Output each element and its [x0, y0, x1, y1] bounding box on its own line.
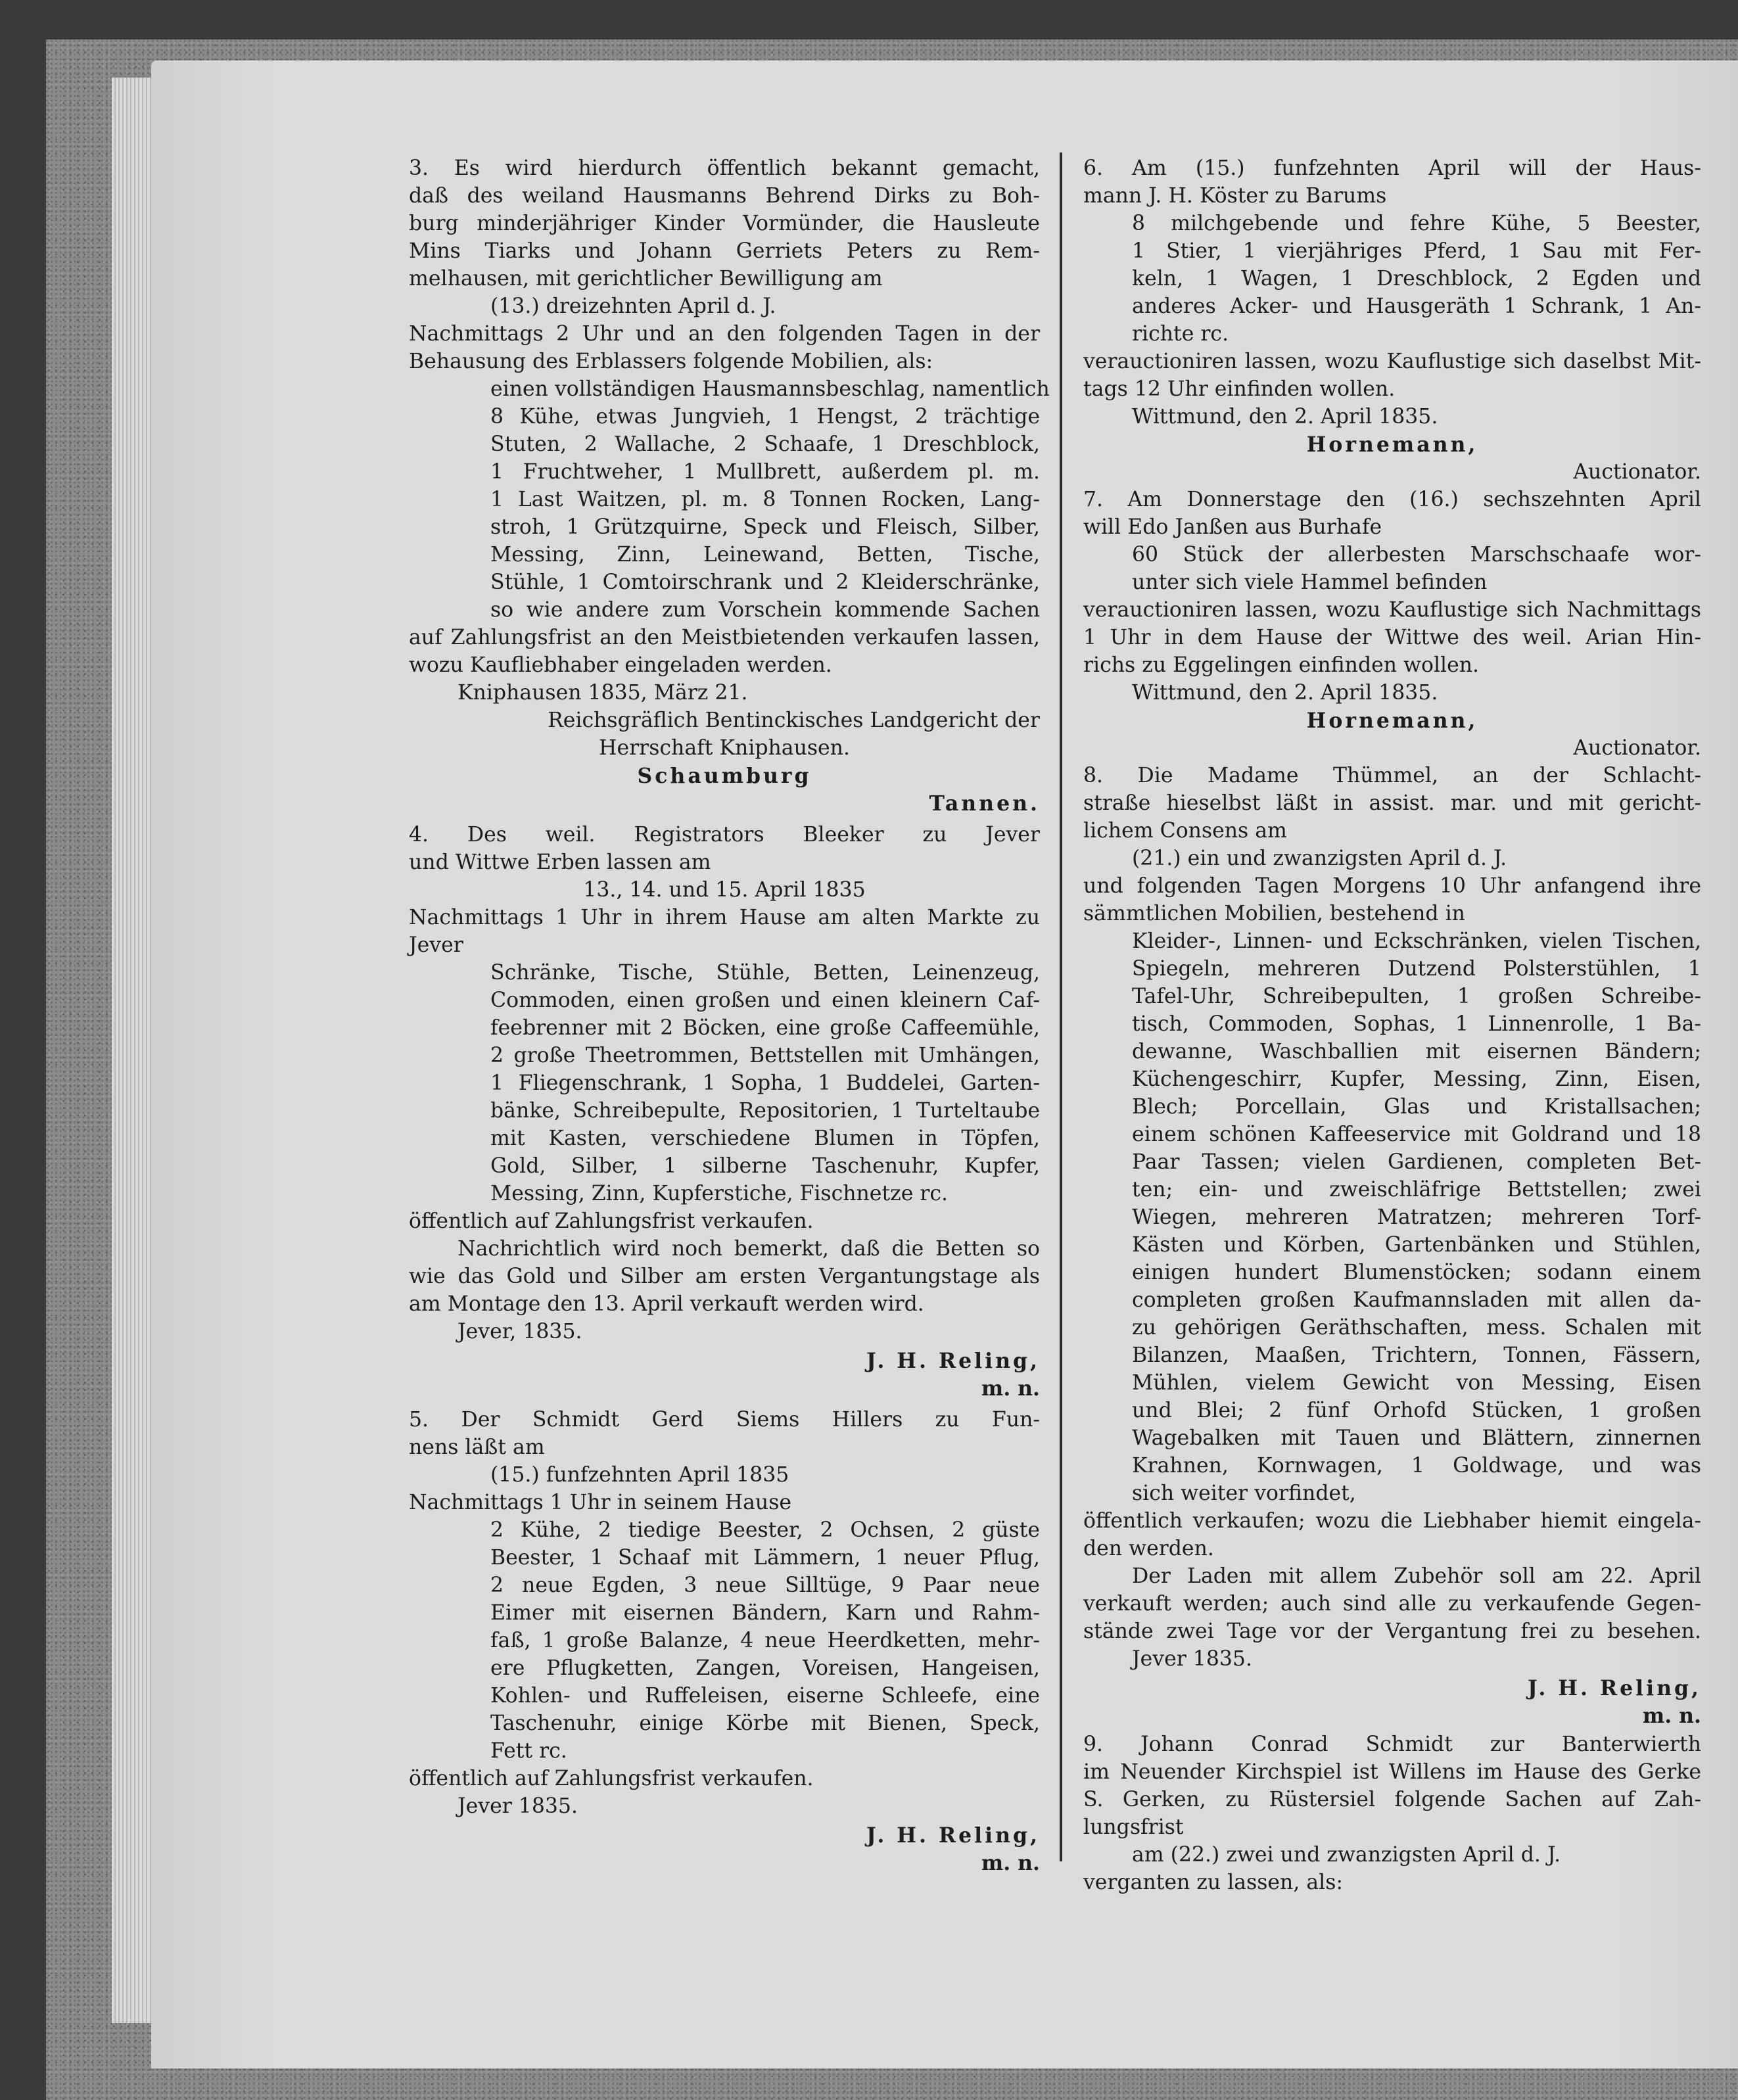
text-line: Schaumburg — [637, 764, 812, 788]
text-line: einem schönen Kaffeeservice mit Goldrand und 18 — [1132, 1123, 1701, 1146]
text-line: Auctionator. — [1573, 460, 1701, 484]
text-line: zu gehörigen Geräthschaften, mess. Schalen mit — [1132, 1316, 1701, 1340]
text-line: Jever, 1835. — [458, 1320, 582, 1343]
text-line: Reichsgräflich Bentinckisches Landgericht der — [548, 709, 1040, 732]
text-line: öffentlich auf Zahlungsfrist verkaufen. — [409, 1209, 814, 1233]
text-line: öffentlich verkaufen; wozu die Liebhaber hiemit eingela- — [1083, 1509, 1701, 1533]
text-line: Stühle, 1 Comtoirschrank und 2 Kleiderschränke, — [490, 571, 1040, 594]
text-line: 2 große Theetrommen, Bettstellen mit Umhängen, — [490, 1044, 1040, 1067]
text-line: ten; ein- und zweischläfrige Bettstellen; zwei — [1132, 1178, 1701, 1202]
text-line: Hornemann, — [1306, 709, 1478, 733]
text-line: und folgenden Tagen Morgens 10 Uhr anfangend ihre — [1083, 874, 1701, 898]
text-line: Kohlen- und Ruffeleisen, eiserne Schleefe, eine — [490, 1684, 1040, 1708]
text-line: (21.) ein und zwanzigsten April d. J. — [1132, 847, 1507, 870]
text-line: melhausen, mit gerichtlicher Bewilligung am — [409, 267, 883, 291]
text-line: 9. Johann Conrad Schmidt zur Banterwierth — [1083, 1733, 1701, 1756]
text-line: mann J. H. Köster zu Barums — [1083, 184, 1387, 208]
text-line: Tannen. — [929, 791, 1040, 816]
text-line: straße hieselbst läßt in assist. mar. und mit gericht- — [1083, 791, 1701, 815]
text-line: verkauft werden; auch sind alle zu verkaufende Gegen- — [1083, 1592, 1701, 1616]
text-line: und Blei; 2 fünf Orhofd Stücken, 1 großen — [1132, 1399, 1701, 1422]
text-line: Taschenuhr, einige Körbe mit Bienen, Speck, — [490, 1712, 1040, 1735]
text-line: 1 Fruchtweher, 1 Mullbrett, außerdem pl. m. — [490, 460, 1040, 484]
text-line: Schränke, Tische, Stühle, Betten, Leinenzeug, — [490, 961, 1040, 985]
text-line: und Wittwe Erben lassen am — [409, 851, 711, 874]
text-line: m. n. — [981, 1376, 1040, 1401]
text-line: Messing, Zinn, Leinewand, Betten, Tische, — [490, 543, 1040, 567]
text-line: completen großen Kaufmannsladen mit allen da- — [1132, 1288, 1701, 1312]
text-line: Krahnen, Kornwagen, 1 Goldwage, und was — [1132, 1454, 1701, 1478]
text-line: 3. Es wird hierdurch öffentlich bekannt gemacht, — [409, 156, 1040, 180]
text-line: will Edo Janßen aus Burhafe — [1083, 515, 1382, 539]
text-line: verganten zu lassen, als: — [1083, 1871, 1343, 1894]
text-line: 1 Stier, 1 vierjähriges Pferd, 1 Sau mit Fer- — [1132, 239, 1701, 263]
text-line: am (22.) zwei und zwanzigsten April d. J. — [1132, 1843, 1561, 1867]
text-line: 8. Die Madame Thümmel, an der Schlacht- — [1083, 764, 1701, 787]
text-line: Bilanzen, Maaßen, Trichtern, Tonnen, Fässern, — [1132, 1343, 1701, 1367]
text-line: Wagebalken mit Tauen und Blättern, zinnernen — [1132, 1426, 1701, 1450]
text-line: J. H. Reling, — [866, 1349, 1040, 1373]
text-line: 2 neue Egden, 3 neue Silltüge, 9 Paar neue — [490, 1574, 1040, 1597]
text-line: öffentlich auf Zahlungsfrist verkaufen. — [409, 1767, 814, 1790]
text-line: dewanne, Waschballien mit eisernen Bändern; — [1132, 1040, 1701, 1063]
text-line: Tafel-Uhr, Schreibepulten, 1 großen Schreibe- — [1132, 985, 1701, 1008]
text-line: Paar Tassen; vielen Gardienen, completen Bet- — [1132, 1150, 1701, 1174]
text-line: 1 Fliegenschrank, 1 Sopha, 1 Buddelei, Garten- — [490, 1071, 1040, 1095]
text-line: S. Gerken, zu Rüstersiel folgende Sachen auf Zah- — [1083, 1788, 1701, 1811]
text-line: 1 Last Waitzen, pl. m. 8 Tonnen Rocken, Lang- — [490, 488, 1040, 511]
text-line: Nachmittags 1 Uhr in ihrem Hause am alten Markte zu — [409, 906, 1040, 929]
text-line: faß, 1 große Balanze, 4 neue Heerdketten, mehr- — [490, 1629, 1040, 1652]
text-line: Beester, 1 Schaaf mit Lämmern, 1 neuer Pflug, — [490, 1546, 1040, 1570]
text-line: so wie andere zum Vorschein kommende Sachen — [490, 598, 1040, 622]
text-line: m. n. — [1642, 1704, 1701, 1728]
text-line: 1 Uhr in dem Hause der Wittwe des weil. Arian Hin- — [1083, 626, 1701, 649]
text-line: Auctionator. — [1573, 736, 1701, 760]
text-line: daß des weiland Hausmanns Behrend Dirks zu Boh- — [409, 184, 1040, 208]
text-line: auf Zahlungsfrist an den Meistbietenden verkaufen lassen, — [409, 626, 1040, 649]
text-line: Messing, Zinn, Kupferstiche, Fischnetze rc. — [490, 1182, 949, 1205]
text-line: Kleider-, Linnen- und Eckschränken, vielen Tischen, — [1132, 929, 1701, 953]
text-line: 8 milchgebende und fehre Kühe, 5 Beester, — [1132, 212, 1701, 235]
text-line: m. n. — [981, 1851, 1040, 1875]
text-line: tisch, Commoden, Sophas, 1 Linnenrolle, 1 Ba- — [1132, 1012, 1701, 1036]
text-line: Wittmund, den 2. April 1835. — [1132, 405, 1438, 429]
text-line: den werden. — [1083, 1537, 1214, 1560]
text-line: Blech; Porcellain, Glas und Kristallsachen; — [1132, 1095, 1701, 1119]
text-line: (13.) dreizehnten April d. J. — [490, 294, 776, 318]
text-line: 8 Kühe, etwas Jungvieh, 1 Hengst, 2 trächtige — [490, 405, 1040, 429]
text-line: Jever 1835. — [458, 1794, 578, 1818]
text-line: einen vollständigen Hausmannsbeschlag, namentlich — [490, 377, 1050, 401]
text-line: richte rc. — [1132, 322, 1229, 346]
text-line: lichem Consens am — [1083, 819, 1287, 843]
text-line: Spiegeln, mehreren Dutzend Polsterstühlen, 1 — [1132, 957, 1701, 981]
text-line: wozu Kaufliebhaber eingeladen werden. — [409, 653, 832, 677]
text-line: Jever 1835. — [1132, 1647, 1252, 1671]
text-line: am Montage den 13. April verkauft werden wird. — [409, 1292, 924, 1316]
text-line: 2 Kühe, 2 tiedige Beester, 2 Ochsen, 2 güste — [490, 1518, 1040, 1542]
text-line: Behausung des Erblassers folgende Mobilien, als: — [409, 350, 933, 373]
text-line: Gold, Silber, 1 silberne Taschenuhr, Kupfer, — [490, 1154, 1040, 1178]
text-line: lungsfrist — [1083, 1815, 1184, 1839]
text-line: Nachmittags 1 Uhr in seinem Hause — [409, 1491, 792, 1514]
text-line: Nachrichtlich wird noch bemerkt, daß die Betten so — [458, 1237, 1040, 1261]
text-line: Wittmund, den 2. April 1835. — [1132, 681, 1438, 705]
text-line: verauctioniren lassen, wozu Kauflustige sich daselbst Mit- — [1083, 350, 1701, 373]
text-line: im Neuender Kirchspiel ist Willens im Hause des Gerke — [1083, 1760, 1701, 1784]
text-line: tags 12 Uhr einfinden wollen. — [1083, 377, 1396, 401]
text-line: Kästen und Körben, Gartenbänken und Stühlen, — [1132, 1233, 1701, 1257]
text-line: Nachmittags 2 Uhr und an den folgenden Tagen in der — [409, 322, 1040, 346]
text-line: Küchengeschirr, Kupfer, Messing, Zinn, Eisen, — [1132, 1067, 1701, 1091]
text-line: (15.) funfzehnten April 1835 — [490, 1463, 789, 1487]
text-line: Stuten, 2 Wallache, 2 Schaafe, 1 Dreschblock, — [490, 432, 1040, 456]
text-line: sich weiter vorfindet, — [1132, 1482, 1356, 1505]
text-line: anderes Acker- und Hausgeräth 1 Schrank, 1 An- — [1132, 294, 1701, 318]
text-line: keln, 1 Wagen, 1 Dreschblock, 2 Egden und — [1132, 267, 1701, 291]
text-line: 60 Stück der allerbesten Marschschaafe wor- — [1132, 543, 1701, 567]
text-line: Mins Tiarks und Johann Gerriets Peters zu Rem- — [409, 239, 1040, 263]
text-line: 7. Am Donnerstage den (16.) sechszehnten April — [1083, 488, 1701, 511]
text-line: mit Kasten, verschiedene Blumen in Töpfen, — [490, 1127, 1040, 1150]
text-line: nens läßt am — [409, 1435, 545, 1459]
text-line: Wiegen, mehreren Matratzen; mehreren Torf- — [1132, 1205, 1701, 1229]
text-line: bänke, Schreibepulte, Repositorien, 1 Turteltaube — [490, 1099, 1040, 1123]
text-line: 13., 14. und 15. April 1835 — [583, 878, 866, 902]
text-line: Fett rc. — [490, 1739, 567, 1763]
text-line: sämmtlichen Mobilien, bestehend in — [1083, 902, 1465, 925]
text-line: stroh, 1 Grützquirne, Speck und Fleisch, Silber, — [490, 515, 1040, 539]
text-line: verauctioniren lassen, wozu Kauflustige sich Nachmittags — [1083, 598, 1701, 622]
text-line: wie das Gold und Silber am ersten Vergantungstage als — [409, 1265, 1040, 1288]
text-line: Mühlen, vielem Gewicht von Messing, Eisen — [1132, 1371, 1701, 1395]
text-line: Eimer mit eisernen Bändern, Karn und Rahm- — [490, 1601, 1040, 1625]
text-line: burg minderjähriger Kinder Vormünder, die Hausleute — [409, 212, 1040, 235]
text-line: feebrenner mit 2 Böcken, eine große Caffeemühle, — [490, 1016, 1040, 1040]
text-line: Kniphausen 1835, März 21. — [458, 681, 748, 705]
text-line: einigen hundert Blumenstöcken; sodann einem — [1132, 1261, 1701, 1284]
text-line: ere Pflugketten, Zangen, Voreisen, Hangeisen, — [490, 1656, 1040, 1680]
text-line: unter sich viele Hammel befinden — [1132, 571, 1488, 594]
text-line: 5. Der Schmidt Gerd Siems Hillers zu Fun- — [409, 1408, 1040, 1432]
text-line: Herrschaft Kniphausen. — [599, 736, 850, 760]
text-line: J. H. Reling, — [866, 1823, 1040, 1848]
text-line: Hornemann, — [1306, 432, 1478, 457]
text-line: 4. Des weil. Registrators Bleeker zu Jever — [409, 823, 1040, 847]
column-divider — [1060, 152, 1062, 1861]
text-line: Der Laden mit allem Zubehör soll am 22. April — [1132, 1564, 1701, 1588]
text-line: stände zwei Tage vor der Vergantung frei zu besehen. — [1083, 1620, 1701, 1643]
text-line: Jever — [409, 933, 463, 957]
text-line: Commoden, einen großen und einen kleinern Caf- — [490, 989, 1040, 1012]
text-line: richs zu Eggelingen einfinden wollen. — [1083, 653, 1480, 677]
text-line: 6. Am (15.) funfzehnten April will der Haus- — [1083, 156, 1701, 180]
text-line: J. H. Reling, — [1527, 1676, 1701, 1700]
